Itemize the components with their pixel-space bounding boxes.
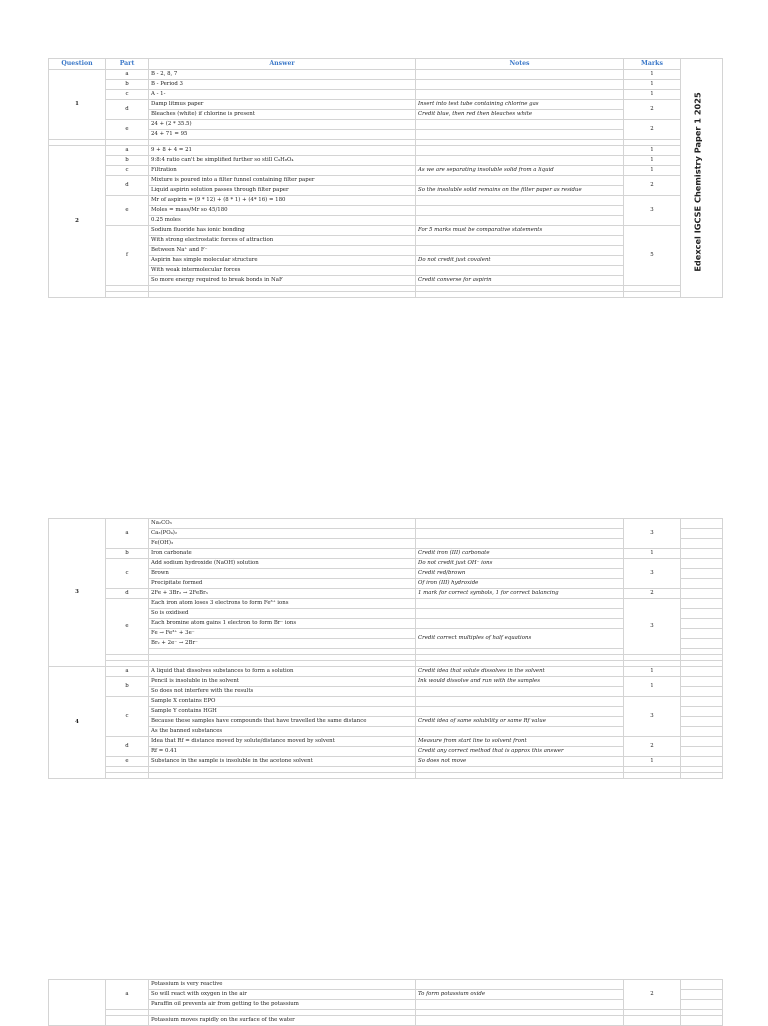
table-row: [49, 166, 723, 176]
answer-cell: Liquid aspirin solution passes through filter paper: [149, 186, 416, 196]
table-row: [49, 599, 723, 609]
notes-cell: [416, 980, 624, 990]
header-question: Question: [49, 59, 106, 70]
notes-cell: Insert into test tube containing chlorine gas: [416, 100, 624, 110]
table-row: [49, 246, 723, 256]
answer-cell: Fe → Fe³⁺ + 3e⁻: [149, 629, 416, 639]
answer-cell: B - Period 3: [149, 80, 416, 90]
notes-cell: [416, 90, 624, 100]
table-row: [49, 130, 723, 140]
notes-cell: Ink would dissolve and run with the samples: [416, 677, 624, 687]
table-row: [49, 266, 723, 276]
notes-cell: [416, 609, 624, 619]
part-label: d: [106, 737, 149, 757]
notes-cell: [416, 519, 624, 529]
side-cell: [681, 717, 723, 727]
side-cell: [681, 599, 723, 609]
table-row: [49, 1000, 723, 1010]
marks-cell: 2: [624, 100, 681, 120]
side-cell: [681, 539, 723, 549]
answer-cell: Rf = 0.41: [149, 747, 416, 757]
side-cell: [681, 639, 723, 649]
marks-cell: 1: [624, 70, 681, 80]
side-cell: [681, 980, 723, 990]
header-row: [49, 59, 723, 70]
answer-cell: Substance in the sample is insoluble in the acetone solvent: [149, 757, 416, 767]
table-row: [49, 579, 723, 589]
marks-cell: 3: [624, 519, 681, 549]
part-label: e: [106, 120, 149, 140]
marks-cell: 2: [624, 980, 681, 1010]
answer-cell: Br₂ + 2e⁻ → 2Br⁻: [149, 639, 416, 649]
answer-cell: Filtration: [149, 166, 416, 176]
notes-cell: [416, 619, 624, 629]
notes-cell: As we are separating insoluble solid from a liquid: [416, 166, 624, 176]
part-label: a: [106, 980, 149, 1010]
answer-cell: Between Na⁺ and F⁻: [149, 246, 416, 256]
notes-cell: 1 mark for correct symbols, 1 for correct balancing: [416, 589, 624, 599]
answer-cell: Damp litmus paper: [149, 100, 416, 110]
notes-cell: [416, 687, 624, 697]
notes-cell: Credit converse for aspirin: [416, 276, 624, 286]
spacer-row: [49, 773, 723, 779]
answer-cell: 9:8:4 ratio can't be simplified further so still C₉H₈O₄: [149, 156, 416, 166]
notes-cell: [416, 707, 624, 717]
side-cell: [681, 1000, 723, 1010]
answer-cell: Pencil is insoluble in the solvent: [149, 677, 416, 687]
table-row: [49, 120, 723, 130]
table-row: [49, 529, 723, 539]
table-row: [49, 156, 723, 166]
table-row: [49, 80, 723, 90]
header-part: Part: [106, 59, 149, 70]
marks-cell: 3: [624, 697, 681, 737]
header-notes: Notes: [416, 59, 624, 70]
answer-cell: Potassium moves rapidly on the surface of the water: [149, 1016, 416, 1026]
table-row: [49, 559, 723, 569]
side-cell: [681, 727, 723, 737]
answer-cell: 2Fe + 3Br₂ → 2FeBr₃: [149, 589, 416, 599]
notes-cell: Do not credit just OH⁻ ions: [416, 559, 624, 569]
side-cell: [681, 737, 723, 747]
side-cell: [681, 529, 723, 539]
marks-cell: 1: [624, 80, 681, 90]
answer-cell: Each bromine atom gains 1 electron to form Br⁻ ions: [149, 619, 416, 629]
table-row: [49, 757, 723, 767]
part-label: a: [106, 667, 149, 677]
table-row: [49, 236, 723, 246]
table-row: [49, 707, 723, 717]
table-row: [49, 677, 723, 687]
marks-cell: 2: [624, 176, 681, 196]
table-row: [49, 589, 723, 599]
marks-cell: 2: [624, 737, 681, 757]
notes-cell: Credit any correct method that is approx this answer: [416, 747, 624, 757]
marks-cell: 2: [624, 120, 681, 140]
table-row: [49, 90, 723, 100]
table-row: [49, 216, 723, 226]
part-label: c: [106, 166, 149, 176]
side-cell: [681, 747, 723, 757]
notes-cell: Credit correct multiples of half equations: [416, 629, 624, 649]
notes-cell: [416, 130, 624, 140]
notes-cell: [416, 1016, 624, 1026]
notes-cell: Of iron (III) hydroxide: [416, 579, 624, 589]
part-label: b: [106, 80, 149, 90]
notes-cell: [416, 206, 624, 216]
spacer-row: [49, 292, 723, 298]
table-row: [49, 629, 723, 639]
marks-cell: 1: [624, 549, 681, 559]
table-row: [49, 727, 723, 737]
notes-cell: [416, 80, 624, 90]
marks-cell: 1: [624, 757, 681, 767]
side-cell: [681, 707, 723, 717]
marks-cell: 3: [624, 196, 681, 226]
table-row: [49, 100, 723, 110]
marks-cell: 1: [624, 667, 681, 677]
table-row: [49, 206, 723, 216]
table-row: [49, 1016, 723, 1026]
notes-cell: To form potassium oxide: [416, 990, 624, 1000]
side-cell: [681, 579, 723, 589]
notes-cell: For 5 marks must be comparative statements: [416, 226, 624, 236]
answer-cell: Precipitate formed: [149, 579, 416, 589]
answer-cell: Idea that Rf = distance moved by solute/distance moved by solvent: [149, 737, 416, 747]
answer-cell: Paraffin oil prevents air from getting to the potassium: [149, 1000, 416, 1010]
header-answer: Answer: [149, 59, 416, 70]
part-label: e: [106, 757, 149, 767]
part-label: d: [106, 589, 149, 599]
table-row: [49, 146, 723, 156]
answer-cell: 24 + 71 = 95: [149, 130, 416, 140]
side-cell: [681, 687, 723, 697]
answer-cell: Potassium is very reactive: [149, 980, 416, 990]
notes-cell: [416, 70, 624, 80]
side-cell: [681, 609, 723, 619]
marks-cell: 5: [624, 226, 681, 286]
side-cell: [681, 990, 723, 1000]
question-number: [49, 980, 106, 1026]
part-label: c: [106, 697, 149, 737]
marks-cell: 3: [624, 559, 681, 589]
part-label: d: [106, 100, 149, 120]
side-cell: [681, 667, 723, 677]
notes-cell: Measure from start line to solvent front: [416, 737, 624, 747]
notes-cell: [416, 176, 624, 186]
notes-cell: Credit idea of same solubility or same Rf value: [416, 717, 624, 727]
marks-cell: 1: [624, 146, 681, 156]
side-cell: [681, 549, 723, 559]
answer-cell: Iron carbonate: [149, 549, 416, 559]
side-cell: [681, 757, 723, 767]
notes-cell: [416, 196, 624, 206]
table-row: [49, 226, 723, 236]
side-cell: [681, 1016, 723, 1026]
side-cell: [681, 619, 723, 629]
table-row: [49, 549, 723, 559]
answer-cell: Sample Y contains HGH: [149, 707, 416, 717]
side-cell: [681, 629, 723, 639]
question-number: 1: [49, 70, 106, 140]
side-cell: [681, 697, 723, 707]
marks-cell: [624, 1016, 681, 1026]
side-cell: [681, 519, 723, 529]
marks-cell: 2: [624, 589, 681, 599]
notes-cell: [416, 727, 624, 737]
notes-cell: [416, 539, 624, 549]
notes-cell: [416, 156, 624, 166]
answer-cell: Mixture is poured into a filter funnel containing filter paper: [149, 176, 416, 186]
table-row: [49, 717, 723, 727]
notes-cell: Credit red/brown: [416, 569, 624, 579]
notes-cell: [416, 120, 624, 130]
table-row: [49, 697, 723, 707]
answer-cell: Aspirin has simple molecular structure: [149, 256, 416, 266]
table-row: [49, 519, 723, 529]
notes-cell: Credit idea that solute dissolves in the solvent: [416, 667, 624, 677]
part-label: d: [106, 176, 149, 196]
question-number: 2: [49, 146, 106, 298]
header-marks: Marks: [624, 59, 681, 70]
table-row: [49, 609, 723, 619]
part-label: e: [106, 196, 149, 226]
part-label: b: [106, 156, 149, 166]
table-row: [49, 70, 723, 80]
table-row: [49, 619, 723, 629]
document-side-title: [684, 62, 712, 302]
table-row: [49, 687, 723, 697]
answer-cell: B - 2, 8, 7: [149, 70, 416, 80]
answer-cell: Mr of aspirin = (9 * 12) + (8 * 1) + (4* 16) = 180: [149, 196, 416, 206]
answer-cell: As the banned substances: [149, 727, 416, 737]
notes-cell: [416, 266, 624, 276]
part-label: b: [106, 549, 149, 559]
answer-cell: Bleaches (white) if chlorine is present: [149, 110, 416, 120]
table-row: [49, 980, 723, 990]
marks-cell: 3: [624, 599, 681, 655]
answer-cell: A - 1-: [149, 90, 416, 100]
question-number: 4: [49, 667, 106, 779]
table-row: [49, 110, 723, 120]
table-row: [49, 990, 723, 1000]
table-row: [49, 539, 723, 549]
notes-cell: [416, 146, 624, 156]
table-row: [49, 186, 723, 196]
answer-cell: Moles = mass/Mr so 45/180: [149, 206, 416, 216]
part-label: b: [106, 677, 149, 697]
table-row: [49, 256, 723, 266]
answer-cell: So is oxidised: [149, 609, 416, 619]
answer-cell: Sodium fluoride has ionic bonding: [149, 226, 416, 236]
notes-cell: [416, 697, 624, 707]
answer-cell: So will react with oxygen in the air: [149, 990, 416, 1000]
side-cell: [681, 559, 723, 569]
part-label: c: [106, 90, 149, 100]
table-row: [49, 196, 723, 206]
part-label: f: [106, 226, 149, 286]
answer-cell: Fe(OH)₃: [149, 539, 416, 549]
notes-cell: [416, 1000, 624, 1010]
answer-cell: Sample X contains EPO: [149, 697, 416, 707]
notes-cell: Credit blue, then red then bleaches white: [416, 110, 624, 120]
side-title-text: Edexcel IGCSE Chemistry Paper 1 2025: [693, 92, 703, 272]
notes-cell: [416, 236, 624, 246]
table-row: [49, 747, 723, 757]
answer-cell: Because these samples have compounds that have travelled the same distance: [149, 717, 416, 727]
answer-cell: Each iron atom loses 3 electrons to form Fe³⁺ ions: [149, 599, 416, 609]
side-cell: [681, 569, 723, 579]
part-label: [106, 1016, 149, 1026]
side-cell: [681, 589, 723, 599]
answer-cell: Brown: [149, 569, 416, 579]
answer-cell: A liquid that dissolves substances to form a solution: [149, 667, 416, 677]
table-row: [49, 569, 723, 579]
answer-cell: 24 + (2 * 35.5): [149, 120, 416, 130]
notes-cell: [416, 246, 624, 256]
notes-cell: So does not move: [416, 757, 624, 767]
side-cell: [681, 677, 723, 687]
answer-cell: Na₂CO₃: [149, 519, 416, 529]
marks-cell: 1: [624, 677, 681, 697]
part-label: c: [106, 559, 149, 589]
answer-cell: Add sodium hydroxide (NaOH) solution: [149, 559, 416, 569]
notes-cell: [416, 216, 624, 226]
marks-cell: 1: [624, 156, 681, 166]
table-row: [49, 276, 723, 286]
marks-cell: 1: [624, 166, 681, 176]
answer-cell: So more energy required to break bonds in NaF: [149, 276, 416, 286]
part-label: a: [106, 519, 149, 549]
answer-cell: So does not interfere with the results: [149, 687, 416, 697]
mark-scheme-table-page-1: [48, 58, 723, 298]
answer-cell: Ca₃(PO₄)₂: [149, 529, 416, 539]
notes-cell: Do not credit just covalent: [416, 256, 624, 266]
answer-cell: With weak intermolecular forces: [149, 266, 416, 276]
answer-cell: 9 + 8 + 4 = 21: [149, 146, 416, 156]
mark-scheme-table-page-3: [48, 979, 723, 1026]
part-label: a: [106, 70, 149, 80]
table-row: [49, 176, 723, 186]
mark-scheme-table-page-2: [48, 518, 723, 779]
answer-cell: 0.25 moles: [149, 216, 416, 226]
part-label: a: [106, 146, 149, 156]
answer-cell: With strong electrostatic forces of attraction: [149, 236, 416, 246]
notes-cell: So the insoluble solid remains on the filter paper as residue: [416, 186, 624, 196]
table-row: [49, 737, 723, 747]
marks-cell: 1: [624, 90, 681, 100]
notes-cell: Credit iron (III) carbonate: [416, 549, 624, 559]
notes-cell: [416, 599, 624, 609]
question-number: 3: [49, 519, 106, 667]
table-row: [49, 667, 723, 677]
part-label: e: [106, 599, 149, 655]
notes-cell: [416, 529, 624, 539]
